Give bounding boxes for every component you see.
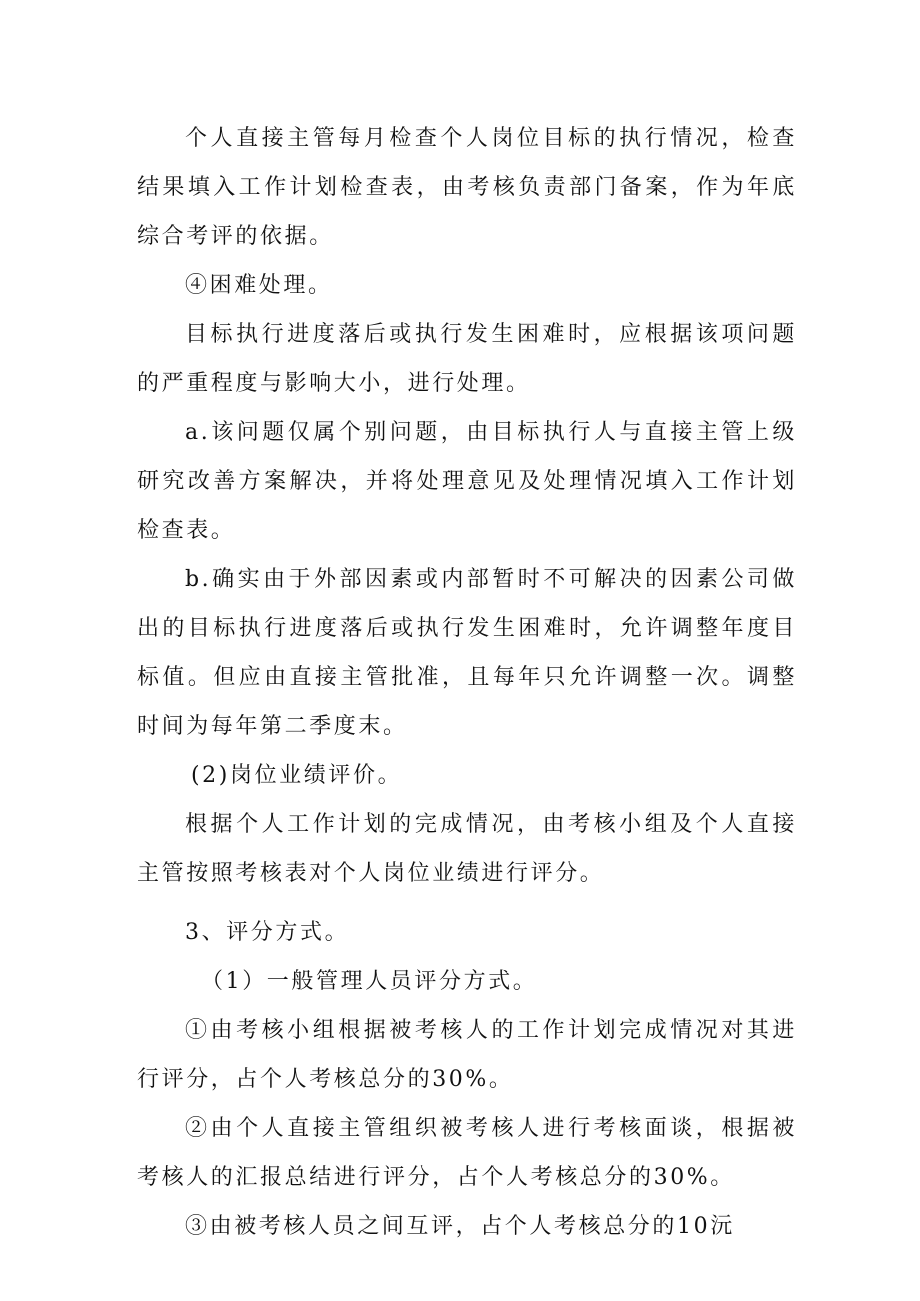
paragraph-general-staff-heading: （1）一般管理人员评分方式。	[201, 969, 538, 994]
paragraph-scoring-item-3: ③由被考核人员之间互评，占个人考核总分的10沅	[185, 1214, 735, 1239]
paragraph-performance-body: 根据个人工作计划的完成情况，由考核小组及个人直接主管按照考核表对个人岗位业绩进行评分。	[137, 812, 797, 886]
paragraph-difficulty-heading: ④困难处理。	[185, 273, 333, 298]
paragraph-scoring-item-2: ②由个人直接主管组织被考核人进行考核面谈，根据被考核人的汇报总结进行评分，占个人考核总分的30%。	[137, 1116, 797, 1190]
paragraph-item-b: b.确实由于外部因素或内部暂时不可解决的因素公司做出的目标执行进度落后或执行发生困难时，允许调整年度目标值。但应由直接主管批准，且每年只允许调整一次。调整时间为每年第二季度末。	[137, 567, 797, 739]
paragraph-scoring-heading: 3、评分方式。	[185, 920, 350, 945]
paragraph-item-a: a.该问题仅属个别问题，由目标执行人与直接主管上级研究改善方案解决，并将处理意见及处理情况填入工作计划检查表。	[137, 420, 797, 543]
document-body	[137, 114, 797, 1251]
paragraph-difficulty-intro: 目标执行进度落后或执行发生困难时，应根据该项问题的严重程度与影响大小，进行处理。	[137, 322, 797, 396]
paragraph-supervisor-check: 个人直接主管每月检查个人岗位目标的执行情况，检查结果填入工作计划检查表，由考核负责部门备案，作为年底综合考评的依据。	[137, 126, 797, 249]
paragraph-performance-heading: (2)岗位业绩评价。	[191, 763, 403, 788]
paragraph-scoring-item-1: ①由考核小组根据被考核人的工作计划完成情况对其进行评分，占个人考核总分的30%。	[137, 1018, 797, 1092]
